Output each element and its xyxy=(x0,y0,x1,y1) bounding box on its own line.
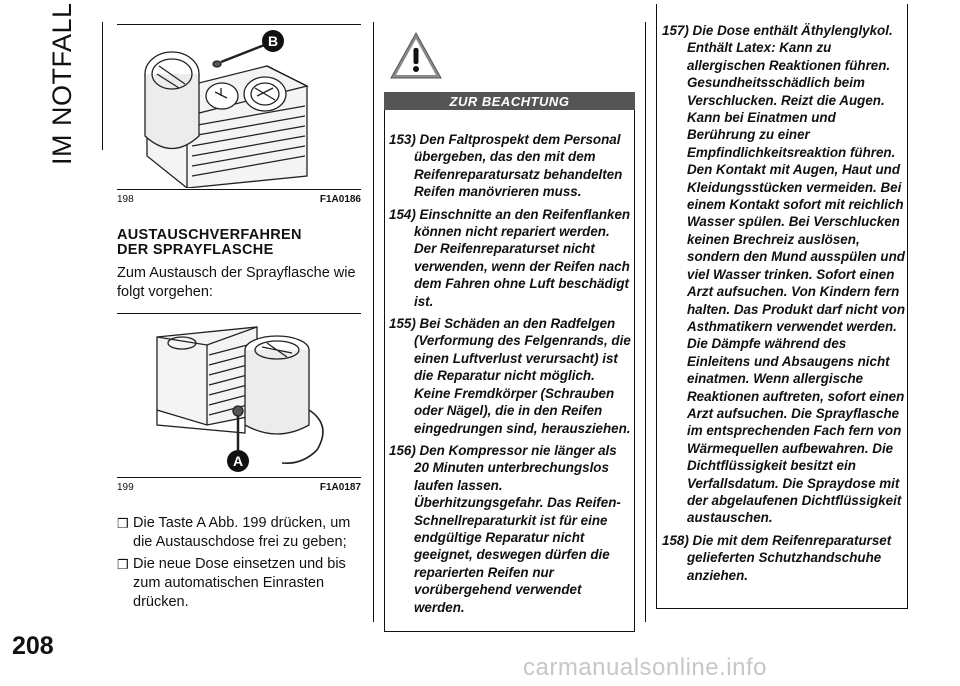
bullet-text: Die Taste A Abb. 199 drücken, um die Austauschdose frei zu geben; xyxy=(133,515,351,550)
warning-triangle-icon xyxy=(388,30,444,82)
callout-b-label: B xyxy=(267,33,279,49)
warning-title: ZUR BEACHTUNG xyxy=(384,92,635,110)
checkbox-bullet-icon: ❒ xyxy=(117,557,129,572)
intro-paragraph: Zum Austausch der Sprayflasche wie folgt vorgehen: xyxy=(117,265,356,300)
bullet-text: Die neue Dose einsetzen und bis zum automatischen Einrasten drücken. xyxy=(133,556,346,610)
bullet-item xyxy=(117,514,367,552)
page-number: 208 xyxy=(12,632,54,660)
bullet-item xyxy=(117,555,367,612)
column-rule-2 xyxy=(645,22,646,622)
figure-198-code: F1A0186 xyxy=(319,194,361,205)
figure-199-code: F1A0187 xyxy=(319,482,361,493)
note-text: 156) Den Kompressor nie länger als 20 Minuten unterbrechungslos laufen lassen. Überhitzungsgefahr. Das Reifen-Schnellreparaturkit ist für eine endgültige Reparatur nicht geeignet, deswegen dürfen die reparierten Reifen nur vorübergehend verwendet werden. xyxy=(389,442,621,615)
section-heading-line-1: AUSTAUSCHVERFAHREN xyxy=(117,227,302,243)
figure-198-compressor-drawing xyxy=(117,26,361,188)
right-notes xyxy=(662,22,907,589)
figure-199-number: 199 xyxy=(117,482,134,493)
section-heading-line-2: DER SPRAYFLASCHE xyxy=(117,242,274,258)
figure-199-topline xyxy=(117,313,361,314)
note-text: 157) Die Dose enthält Äthylenglykol. Enthält Latex: Kann zu allergischen Reaktionen führen. Gesundheitsschädlich beim Verschlucken. Reizt die Augen. Kann bei Einatmen und Berührung zu einer Empfindlichkeitsreaktion führen. Den Kontakt mit Augen, Haut und Kleidungsstücken vermeiden. Bei einem Kontakt sofort mit reichlich Wasser spülen. Bei Verschlucken keinen Brechreiz auslösen, sondern den Mund ausspülen und viel Wasser trinken. Sofort einen Arzt aufsuchen. Von Kindern fern halten. Das Produkt darf nicht von Asthmatikern verwendet werden. Die Dämpfe während des Einleitens und Absaugens nicht einatmen. Wenn allergische Reaktionen auftreten, sofort einen Arzt aufsuchen. Die Sprayflasche im entsprechenden Fach fern von Wärmequellen aufbewahren. Die Dichtflüssigkeit besitzt ein Verfallsdatum. Die Spraydose mit der abgelaufenen Dichtflüssigkeit austauschen. xyxy=(662,23,905,526)
note-item xyxy=(389,131,631,201)
column-rule-1 xyxy=(373,22,374,622)
note-text: 158) Die mit dem Reifenreparaturset gelieferten Schutzhandschuhe anziehen. xyxy=(662,532,892,583)
checkbox-bullet-icon: ❒ xyxy=(117,516,129,531)
section-tab-title: IM NOTFALL xyxy=(47,2,77,165)
section-heading xyxy=(117,228,362,258)
callout-a-label: A xyxy=(232,453,244,469)
figure-198-caption xyxy=(117,189,361,205)
note-item xyxy=(662,532,907,584)
note-item xyxy=(662,22,907,527)
watermark: carmanualsonline.info xyxy=(523,654,767,681)
figure-199-compressor-drawing xyxy=(117,315,361,475)
warning-notes xyxy=(389,131,631,621)
side-tab-rule xyxy=(86,22,103,150)
note-item xyxy=(389,442,631,616)
note-text: 155) Bei Schäden an den Radfelgen (Verformung des Felgenrands, die einen Luftverlust verursacht) ist die Reparatur nicht möglich. Keine Fremdkörper (Schrauben oder Nägel), die in den Reifen eingedrungen sind, herausziehen. xyxy=(389,316,631,436)
note-text: 153) Den Faltprospekt dem Personal übergeben, das den mit dem Reifenreparatursatz behandelten Reifen manövrieren muss. xyxy=(389,132,623,200)
note-item xyxy=(389,206,631,310)
figure-198-topline xyxy=(117,24,361,25)
figure-199-caption xyxy=(117,477,361,493)
note-item xyxy=(389,315,631,437)
note-text: 154) Einschnitte an den Reifenflanken können nicht repariert werden. Der Reifenreparaturset nicht verwenden, wenn der Reifen nach dem Fahren ohne Luft beschädigt ist. xyxy=(389,206,631,309)
figure-198-number: 198 xyxy=(117,194,134,205)
